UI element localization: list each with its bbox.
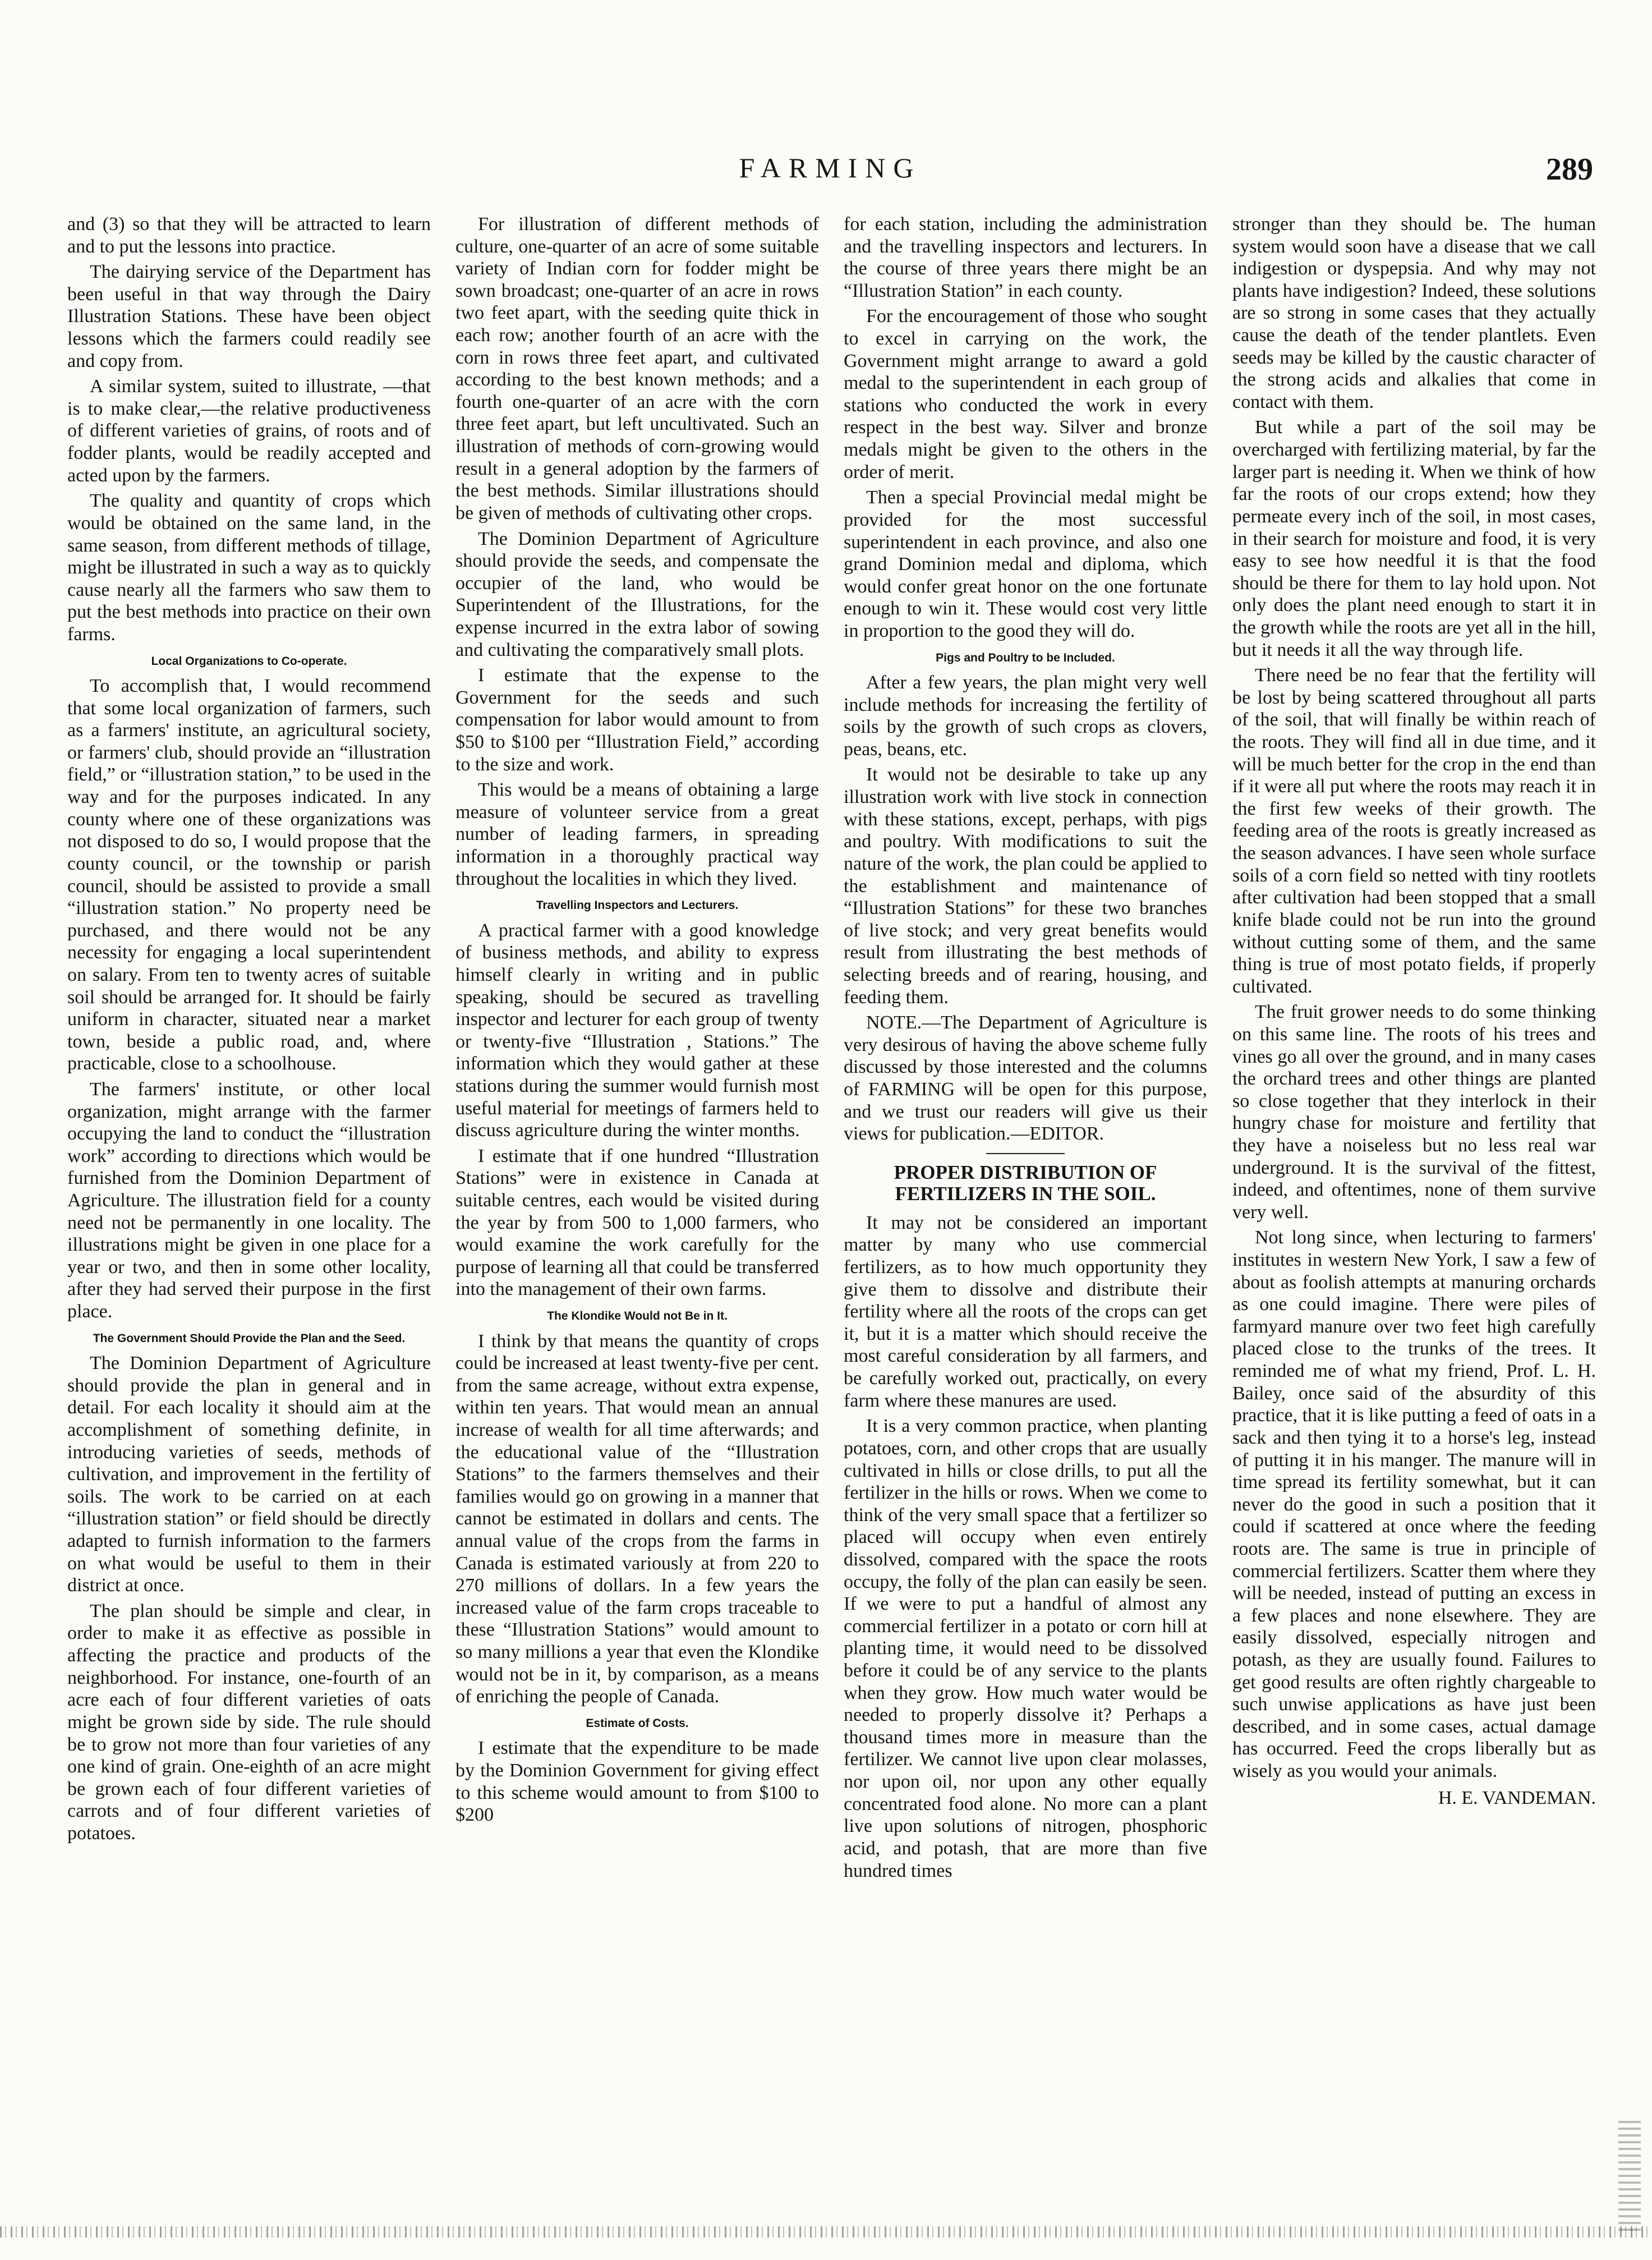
paragraph: stronger than they should be. The human system would soon have a disease that we call indigestion or dyspepsia. And why may not plants have indigestion? Indeed, these solutions are so strong in some cases that they actually cause the death of the tender plantlets. Even seeds may be killed by the caustic character of the strong acids and alkalies that come in contact with them. — [1232, 214, 1596, 412]
paragraph: To accomplish that, I would recommend that some local organization of farmers, such as a farmers' institute, an agricultural society, or farmers' club, should provide an “illustration field,” or “illustration station,” to be used in the way and for the purposes indicated. In any county where one of these organizations was not disposed to do so, I would propose that the county council, or the township or parish council, should be assisted to provide a small “illustration station.” No property need be purchased, and there would not be any necessity for engaging a local superintendent on salary. From ten to twenty acres of suitable soil should be arranged for. It should be fairly uniform in character, situated near a market town, beside a public road, and, where practicable, close to a schoolhouse. — [67, 676, 431, 1074]
paragraph: The dairying service of the Department has been useful in that way through the Dairy Illustration Stations. These have been object lessons which the farmers could readily see and copy from. — [67, 261, 431, 371]
paragraph: It would not be desirable to take up any illustration work with live stock in connection with these stations, except, perhaps, with pigs and poultry. With modifications to suit the nature of the work, the plan could be applied to the establishment and maintenance of “Illustration Stations” for these two branches of live stock; and very great benefits would result from illustrating the best methods of selecting breeds and of rearing, housing, and feeding them. — [844, 764, 1207, 1008]
paragraph: for each station, including the administration and the travelling inspectors and lecturers. In the course of three years there might be an “Illustration Station” in each county. — [844, 214, 1207, 301]
paragraph: This would be a means of obtaining a large measure of volunteer service from a great number of leading farmers, in spreading information in a thoroughly practical way throughout the localities in which they lived. — [455, 779, 819, 889]
paragraph: Then a special Provincial medal might be provided for the most successful superintendent in each province, and also one grand Dominion medal and diploma, which would confer great honor on the one fortunate enough to win it. These would cost very little in proportion to the good they will do. — [844, 487, 1207, 641]
section-heading: The Klondike Would not Be in It. — [547, 1310, 728, 1323]
paragraph: But while a part of the soil may be overcharged with fertilizing material, by far the larger part is needing it. When we think of how far the roots of our crops extend; how they permeate every inch of the soil, in most cases, in their search for moisture and food, it is very easy to see how needful it is that the food should be there for them to lay hold upon. Not only does the plant need enough to start it in the growth while the roots are yet all in the hill, but it needs it all the way through life. — [1232, 417, 1596, 660]
article-title: PROPER DISTRIBUTION OF FERTILIZERS IN THE SOIL. — [894, 1161, 1157, 1205]
running-head — [67, 151, 1593, 191]
paragraph: There need be no fear that the fertility will be lost by being scattered throughout all parts of the soil, that will finally be within reach of the roots. They will find all in due time, and it will be much better for the crop in the end than if it were all put where the roots may reach it in the first few weeks of their growth. The feeding area of the roots is greatly increased as the season advances. I have seen whole surface soils of a corn field so netted with tiny rootlets after cultivation had been stopped that a small knife blade could not be run into the ground without cutting some of them, and the same thing is true of most potato fields, if properly cultivated. — [1232, 665, 1596, 997]
paragraph: It is a very common practice, when planting potatoes, corn, and other crops that are usually cultivated in hills or close drills, to put all the fertilizer in the hills or rows. When we come to think of the very small space that a fertilizer so placed will occupy when even entirely dissolved, compared with the space the roots occupy, the folly of the plan can easily be seen. If we were to put a handful of almost any commercial fertilizer in a potato or corn hill at planting time, it would need to be dissolved before it could be of any service to the plants when they grow. How much water would be needed to properly dissolve it? Perhaps a thousand times more in measure than the fertilizer. We cannot live upon clear molasses, nor upon oil, nor upon any other equally concentrated food alone. No more can a plant live upon solutions of nitrogen, phosphoric acid, and potash, that are more than five hundred times — [844, 1416, 1207, 1881]
paragraph: The Dominion Department of Agriculture should provide the seeds, and compensate the occupier of the land, who would be Superintendent of the Illustrations, for the expense incurred in the extra labor of sowing and cultivating the comparatively small plots. — [455, 528, 819, 660]
paragraph: I estimate that the expense to the Government for the seeds and such compensation for labor would amount to from $50 to $100 per “Illustration Field,” according to the size and work. — [455, 665, 819, 775]
column-4 — [1232, 213, 1596, 2205]
paragraph: and (3) so that they will be attracted to learn and to put the lessons into practice. — [67, 214, 431, 257]
paragraph: For the encouragement of those who sought to excel in carrying on the work, the Government might arrange to award a gold medal to the superintendent in each group of stations who conducted the work in every respect in the best way. Silver and bronze medals might be given to the others in the order of merit. — [844, 306, 1207, 483]
article-separator — [986, 1153, 1065, 1154]
paragraph: The farmers' institute, or other local organization, might arrange with the farmer occupying the land to conduct the “illustration work” according to directions which would be furnished from the Dominion Department of Agriculture. The illustration field for a county need not be permanently in one locality. The illustrations might be given in one place for a year or two, and then in some other locality, after they had served their purpose in the first place. — [67, 1079, 431, 1322]
page-number: 289 — [1546, 152, 1593, 187]
paragraph: A practical farmer with a good knowledge of business methods, and ability to express himself clearly in writing and in public speaking, should be secured as travelling inspector and lecturer for each group of twenty or twenty-five “Illustration , Stations.” The information which they would gather at these stations during the summer would furnish most useful material for meetings of farmers held to discuss agriculture during the winter months. — [455, 920, 819, 1141]
section-heading: Pigs and Poultry to be Included. — [936, 651, 1115, 664]
section-heading: Estimate of Costs. — [586, 1716, 689, 1730]
section-heading: The Government Should Provide the Plan and the Seed. — [93, 1331, 406, 1345]
paragraph: The Dominion Department of Agriculture should provide the plan in general and in detail. For each locality it should aim at the accomplishment of something definite, in introducing varieties of seeds, methods of cultivation, and improvement in the fertility of soils. The work to be carried on at each “illustration station” or field should be directly adapted to furnish information to the farmers on what would be useful to them in their district at once. — [67, 1353, 431, 1596]
section-heading: Travelling Inspectors and Lecturers. — [536, 899, 739, 912]
running-title: FARMING — [739, 152, 922, 183]
paragraph: NOTE.—The Department of Agriculture is very desirous of having the above scheme fully discussed by those interested and the columns of FARMING will be open for this purpose, and we trust our readers will give us their views for publication.—EDITOR. — [844, 1012, 1207, 1145]
paragraph: A similar system, suited to illustrate, —that is to make clear,—the relative productiveness of different varieties of grains, of roots and of fodder plants, would be readily accepted and acted upon by the farmers. — [67, 376, 431, 486]
paragraph: After a few years, the plan might very well include methods for increasing the fertility of soils by the growth of such crops as clovers, peas, beans, etc. — [844, 672, 1207, 760]
author-signature: H. E. VANDEMAN. — [1438, 1787, 1596, 1808]
column-2 — [455, 213, 819, 2205]
paragraph: The plan should be simple and clear, in order to make it as effective as possible in affecting the practice and products of the neighborhood. For instance, one-fourth of an acre each of four different varieties of oats might be grown side by side. The rule should be to grow not more than four varieties of any one kind of grain. One-eighth of an acre might be grown each of four different varieties of carrots and of four different varieties of potatoes. — [67, 1600, 431, 1844]
paragraph: The fruit grower needs to do some thinking on this same line. The roots of his trees and vines go all over the ground, and in many cases the orchard trees and other things are planted so close together that they interlock in their hungry chase for moisture and fertility that they have a noiseless but no less real war underground. It is the survival of the fittest, indeed, and oftentimes, none of them survive very well. — [1232, 1002, 1596, 1223]
paragraph: The quality and quantity of crops which would be obtained on the same land, in the same season, from different methods of tillage, might be illustrated in such a way as to quickly cause nearly all the farmers who saw them to put the best methods into practice on their own farms. — [67, 490, 431, 645]
paragraph: I estimate that if one hundred “Illustration Stations” were in existence in Canada at suitable centres, each would be visited during the year by from 500 to 1,000 farmers, who would examine the work carefully for the purpose of learning all that could be transferred into the management of their own farms. — [455, 1145, 819, 1300]
column-1 — [67, 213, 431, 2205]
column-3 — [844, 213, 1207, 2205]
paragraph: I estimate that the expenditure to be made by the Dominion Government for giving effect to this scheme would amount to from $100 to $200 — [455, 1738, 819, 1826]
paragraph: It may not be considered an important matter by many who use commercial fertilizers, as to how much opportunity they give them to dissolve and distribute their fertility where all the roots of the crops can get it, but it is a matter which should receive the most careful consideration by all farmers, and be carefully worked out, practically, on every farm where these manures are used. — [844, 1212, 1207, 1411]
paragraph: I think by that means the quantity of crops could be increased at least twenty-five per cent. from the same acreage, without extra expense, within ten years. That would mean an annual increase of wealth for all time afterwards; and the educational value of the “Illustration Stations” to the farmers themselves and their families would go on growing in a manner that cannot be estimated in dollars and cents. The annual value of the crops from the farms in Canada is estimated variously at from 220 to 270 millions of dollars. In a few years the increased value of the farm crops traceable to these “Illustration Stations” would amount to so many millions a year that even the Klondike would not be in it, by comparison, as a means of enriching the people of Canada. — [455, 1330, 819, 1707]
scan-artifact-edge — [1618, 2121, 1641, 2233]
paragraph: Not long since, when lecturing to farmers' institutes in western New York, I saw a few of about as foolish attempts at manuring orchards as one could imagine. There were piles of farmyard manure over two feet high carefully placed close to the trunks of the trees. It reminded me of what my friend, Prof. L. H. Bailey, once said of the absurdity of this practice, that it is like putting a feed of oats in a sack and then tying it to a horse's leg, instead of putting it in his manger. The manure will in time spread its fertility somewhat, but it can never do the good in such a position that it could if scattered at once where the feeding roots are. The same is true in principle of commercial fertilizers. Scatter them where they will be needed, instead of putting an excess in a few places and none elsewhere. They are easily dissolved, especially nitrogen and potash, as they are usually found. Failures to get good results are often rightly chargeable to such unwise applications as have just been described, and in some cases, actual damage has occurred. Feed the crops liberally but as wisely as you would your animals. — [1232, 1227, 1596, 1782]
paragraph: For illustration of different methods of culture, one-quarter of an acre of some suitable variety of Indian corn for fodder might be sown broadcast; one-quarter of an acre in rows two feet apart, with the seeding quite thick in each row; another fourth of an acre with the corn in rows three feet apart, and cultivated according to the best known methods; and a fourth one-quarter of an acre with the corn three feet apart, but left uncultivated. Such an illustration of methods of corn-growing would result in a general adoption by the farmers of the best methods. Similar illustrations should be given of methods of cultivating other crops. — [455, 214, 819, 523]
text-columns — [67, 213, 1596, 2205]
section-heading: Local Organizations to Co-operate. — [151, 654, 347, 668]
scan-artifact-bottom — [0, 2226, 1652, 2238]
